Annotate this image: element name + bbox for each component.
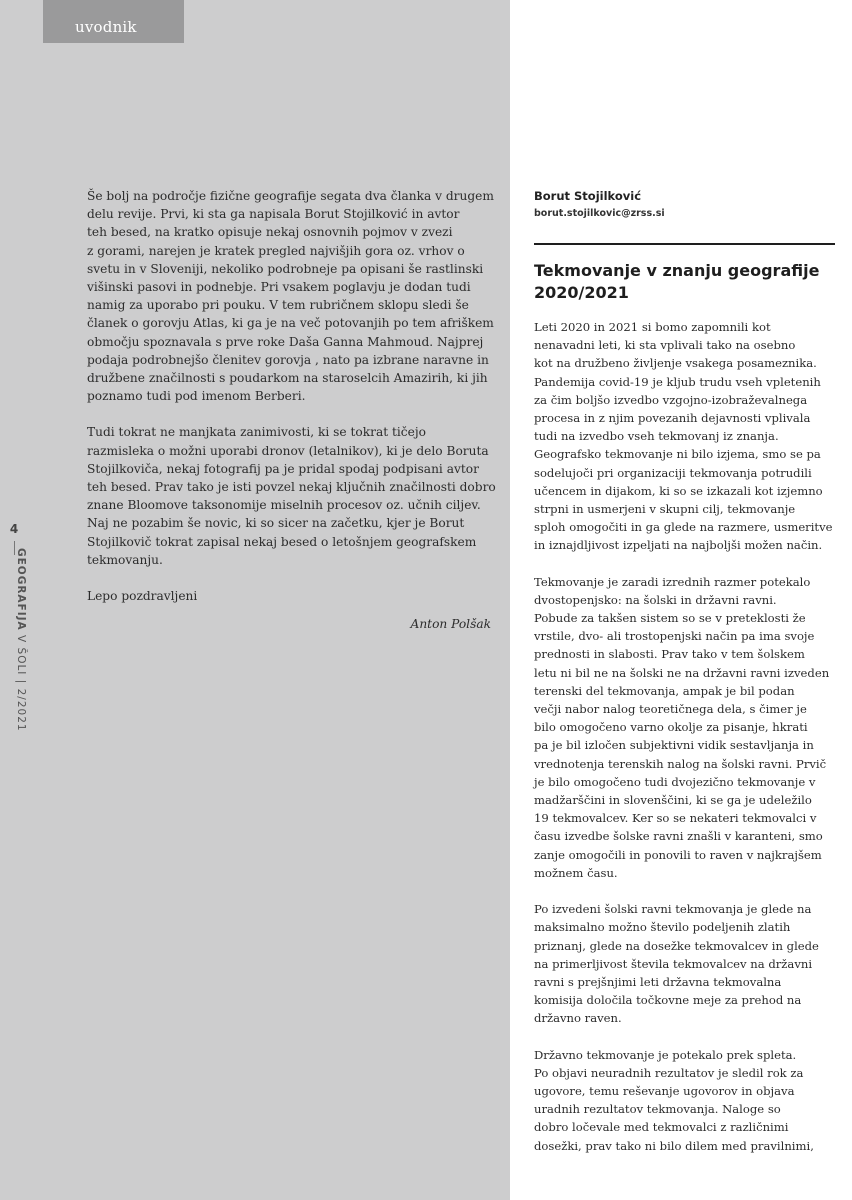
article-paragraph: Državno tekmovanje je potekalo prek spleta. Po objavi neuradnih rezultatov je sledil rok za ugovore, temu reševanje ugovorov in objava uradnih rezultatov tekmovanja. Naloge so dobro ločevale med tekmovalci z različnimi dosežki, prav tako ni bilo dilem med pravilnimi,	[534, 1047, 814, 1153]
page-number: 4	[9, 522, 19, 536]
author-email: borut.stojilkovic@zrss.si	[534, 208, 665, 219]
journal-name: GEOGRAFIJA	[15, 548, 27, 631]
section-label: uvodnik	[75, 18, 137, 36]
editorial-signature: Anton Polšak	[410, 617, 491, 632]
editorial-column	[87, 187, 497, 651]
article-author-block	[534, 189, 834, 219]
editorial-paragraph: Tudi tokrat ne manjkata zanimivosti, ki se tokrat tičejo razmisleka o možni uporabi dronov (letalnikov), ki je delo Boruta Stojilkoviča, nekaj fotografij pa je pridal spodaj podpisani avtor teh besed. Prav tako je isti povzel nekaj ključnih značilnosti dobro znane Bloomove taksonomije miselnih procesov oz. učnih ciljev. Naj ne pozabim še novic, ki so sicer na začetku, kjer je Borut Stojilkovič tokrat zapisal nekaj besed o letošnjem geografskem tekmovanju.	[87, 425, 496, 567]
article-paragraph: Leti 2020 in 2021 si bomo zapomnili kot nenavadni leti, ki sta vplivali tako na osebno kot na družbeno življenje vsakega posameznika. Pandemija covid-19 je kljub trudu vseh vpletenih za čim boljšo izvedbo vzgojno-izobraževalnega procesa in z njim povezanih dejavnosti vplivala tudi na izvedbo vseh tekmovanj iz znanja. Geografsko tekmovanje ni bilo izjema, smo se pa sodelujoči pri organizaciji tekmovanja potrudili učencem in dijakom, ki so se izkazali kot izjemno strpni in usmerjeni v skupni cilj, tekmovanje sploh omogočiti in ga glede na razmere, usmeritve in iznajdljivost izpeljati na najboljši možen način.	[534, 320, 833, 553]
title-rule	[534, 243, 835, 245]
article-body	[534, 318, 839, 1173]
article-title-text: Tekmovanje v znanju geografije 2020/2021	[534, 261, 820, 302]
article-paragraph: Po izvedeni šolski ravni tekmovanja je glede na maksimalno možno število podeljenih zlatih priznanj, glede na dosežke tekmovalcev in glede na primerljivost števila tekmovalcev na državni ravni s prejšnjimi leti državna tekmovalna komisija določila točkovne meje za prehod na državno raven.	[534, 902, 819, 1026]
editorial-closing: Lepo pozdravljeni	[87, 589, 198, 604]
article-paragraph: Tekmovanje je zaradi izrednih razmer potekalo dvostopenjsko: na šolski in državni ravni. Pobude za takšen sistem so se v preteklosti že vrstile, dvo- ali trostopenjski način pa ima svoje prednosti in slabosti. Prav tako v tem šolskem letu ni bil ne na šolski ne na državni ravni izveden terenski del tekmovanja, ampak je bil podan večji nabor nalog teoretičnega dela, s čimer je bilo omogočeno varno okolje za pisanje, hkrati pa je bil izločen subjektivni vidik sestavljanja in vrednotenja terenskih nalog na šolski ravni. Prvič je bilo omogočeno tudi dvojezično tekmovanje v madžarščini in slovenščini, ki se ga je udeležilo 19 tekmovalcev. Ker so se nekateri tekmovalci v času izvedbe šolske ravni znašli v karanteni, smo zanje omogočili in ponovili to raven v najkrajšem možnem času.	[534, 574, 830, 880]
journal-running-footer	[15, 548, 27, 732]
editorial-paragraph: Še bolj na področje fizične geografije segata dva članka v drugem delu revije. Prvi, ki sta ga napisala Borut Stojilković in avtor teh besed, na kratko opisuje nekaj osnovnih pojmov v zvezi z gorami, narejen je kratek pregled najvišjih gora oz. vrhov o svetu in v Sloveniji, nekoliko podrobneje pa opisani še rastlinski višinski pasovi in podnebje. Pri vsakem poglavju je dodan tudi namig za uporabo pri pouku. V tem rubričnem sklopu sledi še članek o gorovju Atlas, ki ga je na več potovanjih po tem afriškem območju spoznavala s prve roke Daša Ganna Mahmoud. Najprej podaja podrobnejšo členitev gorovja , nato pa izbrane naravne in družbene značilnosti s poudarkom na staroselcih Amazirih, ki jih poznamo tudi pod imenom Berberi.	[87, 189, 494, 404]
author-name: Borut Stojilković	[534, 189, 642, 203]
journal-issue: V ŠOLI | 2/2021	[15, 630, 27, 732]
section-tab	[43, 0, 184, 43]
article-title	[534, 260, 834, 304]
